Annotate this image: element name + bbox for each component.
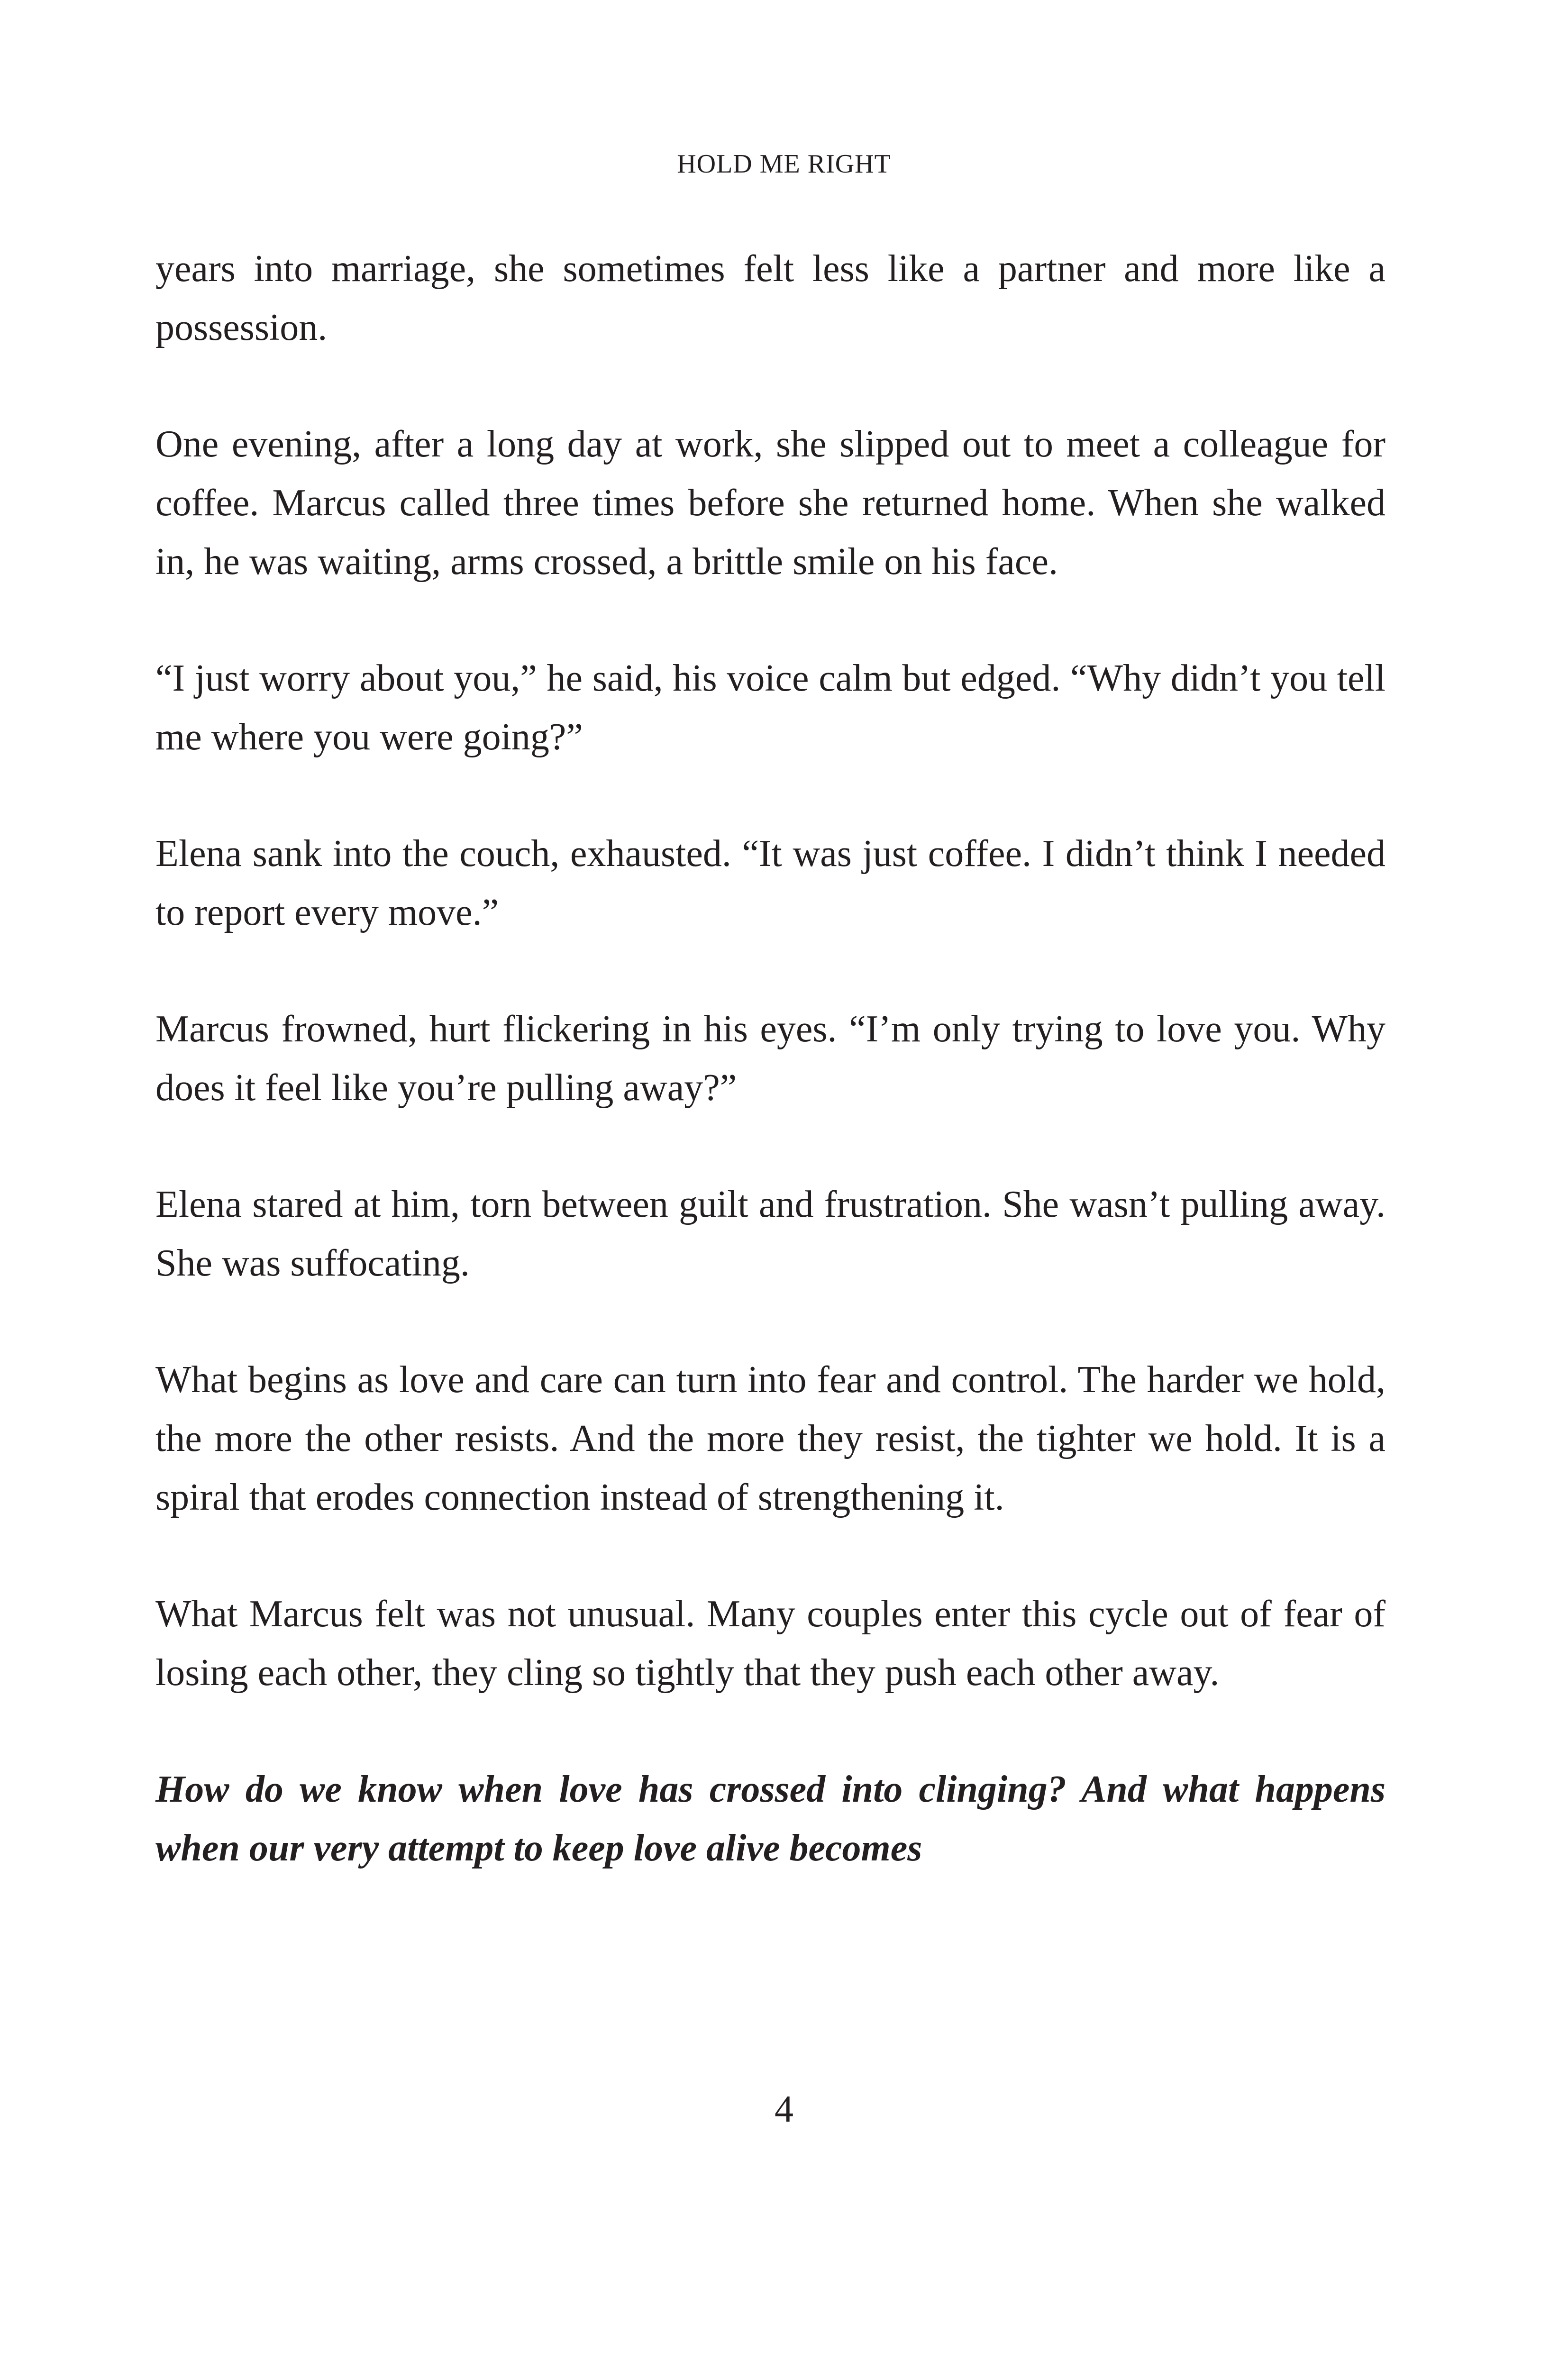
paragraph: One evening, after a long day at work, she slipped out to meet a colleague for coffee. Marcus called three times before she returned home. When she walked in, he was waiting, arms crossed, a brittle smile on his face. <box>155 423 1386 583</box>
running-head: HOLD ME RIGHT <box>677 149 891 179</box>
paragraph: What Marcus felt was not unusual. Many couples enter this cycle out of fear of losing each other, they cling so tightly that they push each other away. <box>155 1593 1386 1694</box>
page-number: 4 <box>775 2088 793 2130</box>
closing-question: How do we know when love has crossed into clinging? And what happens when our very attempt to keep love alive becomes <box>155 1768 1386 1869</box>
paragraph: “I just worry about you,” he said, his voice calm but edged. “Why didn’t you tell me where you were going?” <box>155 657 1386 758</box>
body-text <box>155 239 1386 1878</box>
paragraph: Marcus frowned, hurt flickering in his eyes. “I’m only trying to love you. Why does it feel like you’re pulling away?” <box>155 1008 1386 1109</box>
paragraph: Elena sank into the couch, exhausted. “It was just coffee. I didn’t think I needed to report every move.” <box>155 833 1386 933</box>
paragraph: Elena stared at him, torn between guilt and frustration. She wasn’t pulling away. She was suffocating. <box>155 1184 1386 1284</box>
paragraph: years into marriage, she sometimes felt less like a partner and more like a possession. <box>155 248 1386 348</box>
paragraph: What begins as love and care can turn into fear and control. The harder we hold, the more the other resists. And the more they resist, the tighter we hold. It is a spiral that erodes connection instead of strengthening it. <box>155 1359 1386 1518</box>
